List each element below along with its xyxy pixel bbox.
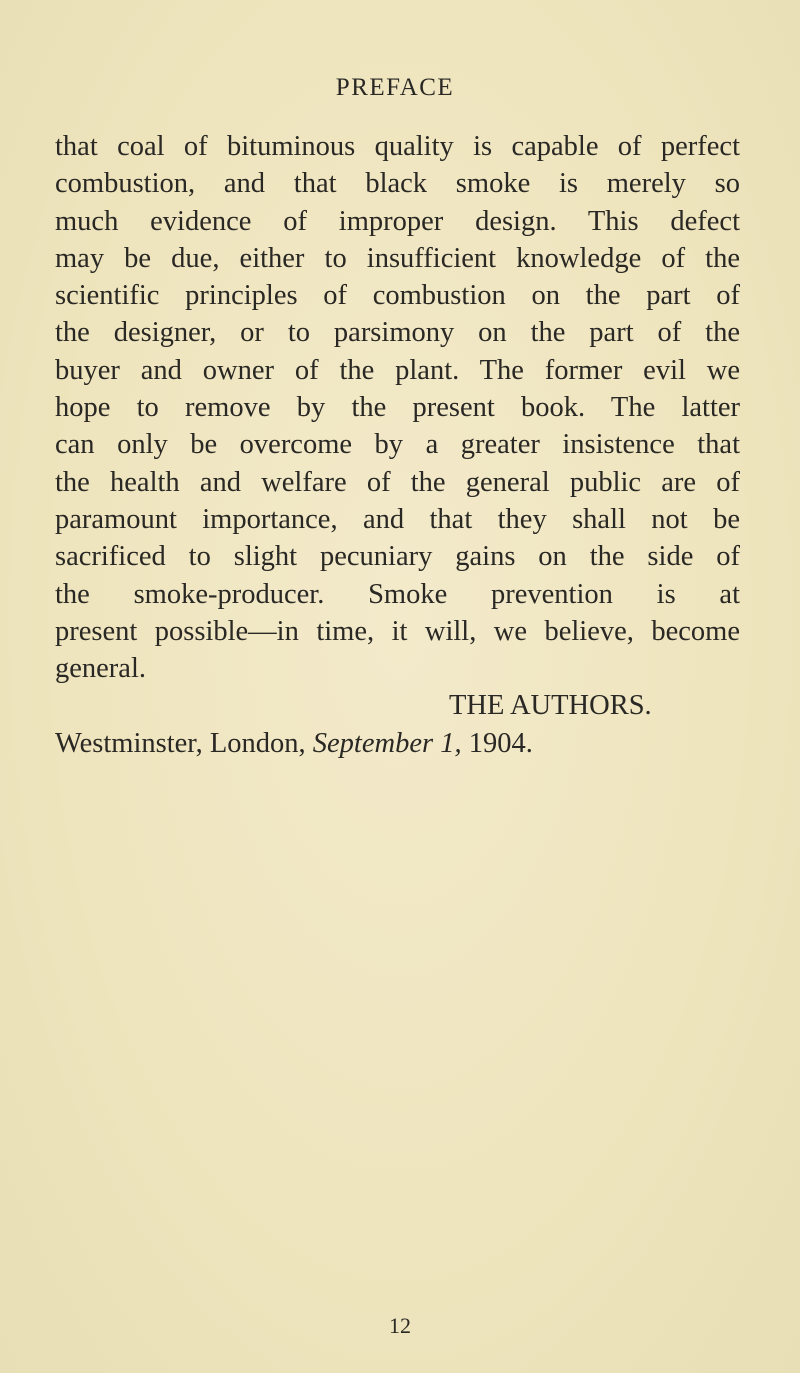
dateline-place: Westminster, London, <box>55 727 306 759</box>
text-line: the smoke-producer. Smoke prevention is at <box>55 578 740 610</box>
text-line: that coal of bituminous quality is capable of perfect <box>55 131 740 162</box>
running-head: PREFACE <box>335 74 455 101</box>
text-line: buyer and owner of the plant. The former evil we <box>55 354 740 386</box>
text-line: may be due, either to insufficient knowledge of the <box>55 242 740 274</box>
dateline <box>55 725 740 762</box>
text-line: general. <box>55 653 146 685</box>
text-line: can only be overcome by a greater insistence that <box>55 429 740 461</box>
text-line: hope to remove by the present book. The latter <box>55 392 740 424</box>
preface-text <box>55 128 740 762</box>
author-signature: THE AUTHORS. <box>449 690 652 722</box>
text-line: present possible—in time, it will, we believe, become <box>55 615 740 647</box>
page-number: 12 <box>389 1313 411 1338</box>
dateline-year: 1904. <box>468 727 533 759</box>
dateline-date: September 1, <box>312 727 462 759</box>
text-line: much evidence of improper design. This defect <box>55 205 740 237</box>
text-line: sacrificed to slight pecuniary gains on the side of <box>55 541 740 573</box>
text-line: the health and welfare of the general public are of <box>55 466 740 498</box>
text-line: scientific principles of combustion on the part of <box>55 280 740 312</box>
text-line: the designer, or to parsimony on the part of the <box>55 317 740 349</box>
text-line: paramount importance, and that they shall not be <box>55 503 740 535</box>
text-line: combustion, and that black smoke is merely so <box>55 168 740 200</box>
